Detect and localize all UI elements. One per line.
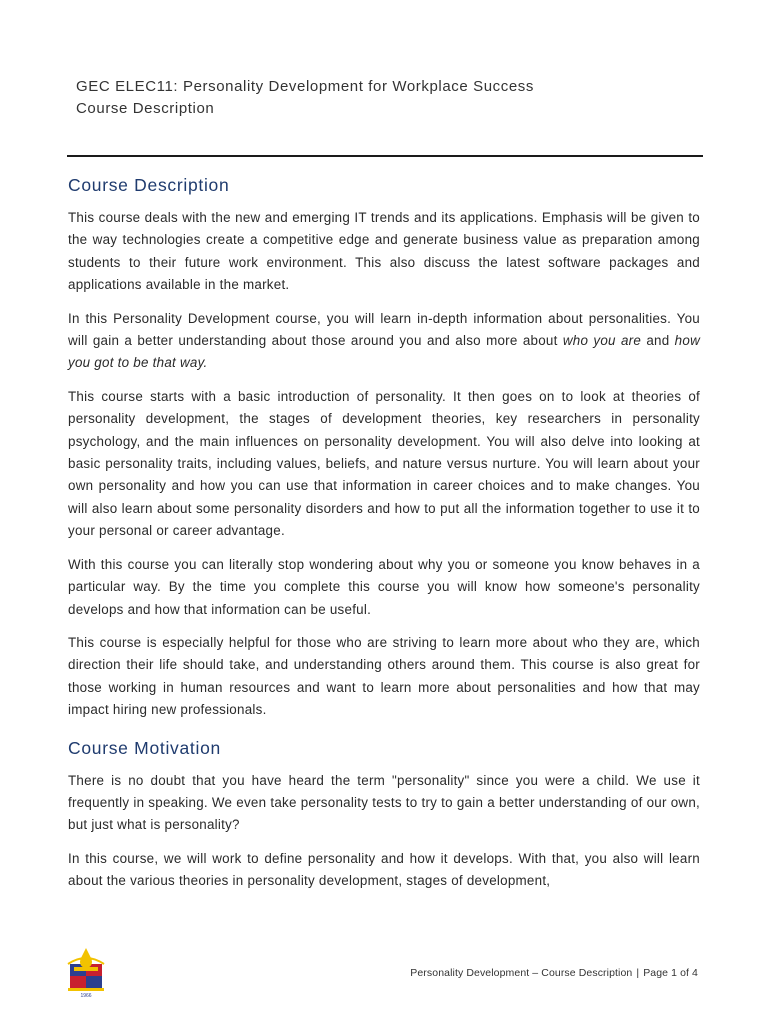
footer-separator: | bbox=[636, 967, 640, 979]
page-footer bbox=[410, 967, 698, 979]
header-divider bbox=[67, 155, 703, 157]
page-number: Page 1 of 4 bbox=[643, 967, 698, 979]
paragraph: In this course, we will work to define personality and how it develops. With that, you also will learn about the various theories in personality development, stages of development, bbox=[68, 850, 700, 889]
course-title: GEC ELEC11: Personality Development for Workplace Success bbox=[76, 78, 534, 95]
header-subtitle: Course Description bbox=[76, 100, 215, 117]
footer-title: Personality Development – Course Description bbox=[410, 967, 633, 979]
section-heading-motivation: Course Motivation bbox=[68, 737, 221, 758]
seal-year: 1966 bbox=[80, 993, 92, 998]
document-header bbox=[76, 76, 534, 120]
paragraph: This course deals with the new and emerging IT trends and its applications. Emphasis will be given to the way technologies create a competitive edge and generate business value as preparation among students to their future work environment. This also discuss the latest software packages and applications available in the market. bbox=[68, 210, 700, 293]
paragraph bbox=[68, 308, 700, 375]
paragraph: This course starts with a basic introduction of personality. It then goes on to look at theories of personality development, the stages of development theories, key researchers in personality psychology, and the main influences on personality development. You will also delve into looking at basic personality traits, including values, beliefs, and nature versus nurture. You will learn about your own personality and how you can use that information in career choices and to make changes. You will also learn about some personality disorders and how to put all the information together to use it to your personal or career advantage. bbox=[68, 388, 700, 539]
emphasis-text: who you are bbox=[562, 333, 642, 349]
section-heading-description: Course Description bbox=[68, 175, 230, 195]
paragraph: With this course you can literally stop wondering about why you or someone you know behaves in a particular way. By the time you complete this course you will know how someone's personality develops and how that information can be useful. bbox=[68, 556, 700, 617]
emphasis-text: how you got to be that way. bbox=[68, 333, 700, 371]
university-seal-icon bbox=[64, 946, 108, 998]
paragraph: This course is especially helpful for those who are striving to learn more about who they are, which direction their life should take, and understanding others around them. This course is also great for those working in human resources and want to learn more about personalities and how that may impact hiring new professionals. bbox=[68, 634, 700, 718]
paragraph-text: In this Personality Development course, you will learn in-depth information about personalities. You will gain a better understanding about those around you and also more about bbox=[68, 310, 700, 349]
paragraph-text: and bbox=[641, 333, 675, 349]
paragraph: There is no doubt that you have heard the term "personality" since you were a child. We use it frequently in speaking. We even take personality tests to try to gain a better understanding of our own, but just what is personality? bbox=[68, 772, 700, 833]
document-body bbox=[68, 172, 700, 904]
